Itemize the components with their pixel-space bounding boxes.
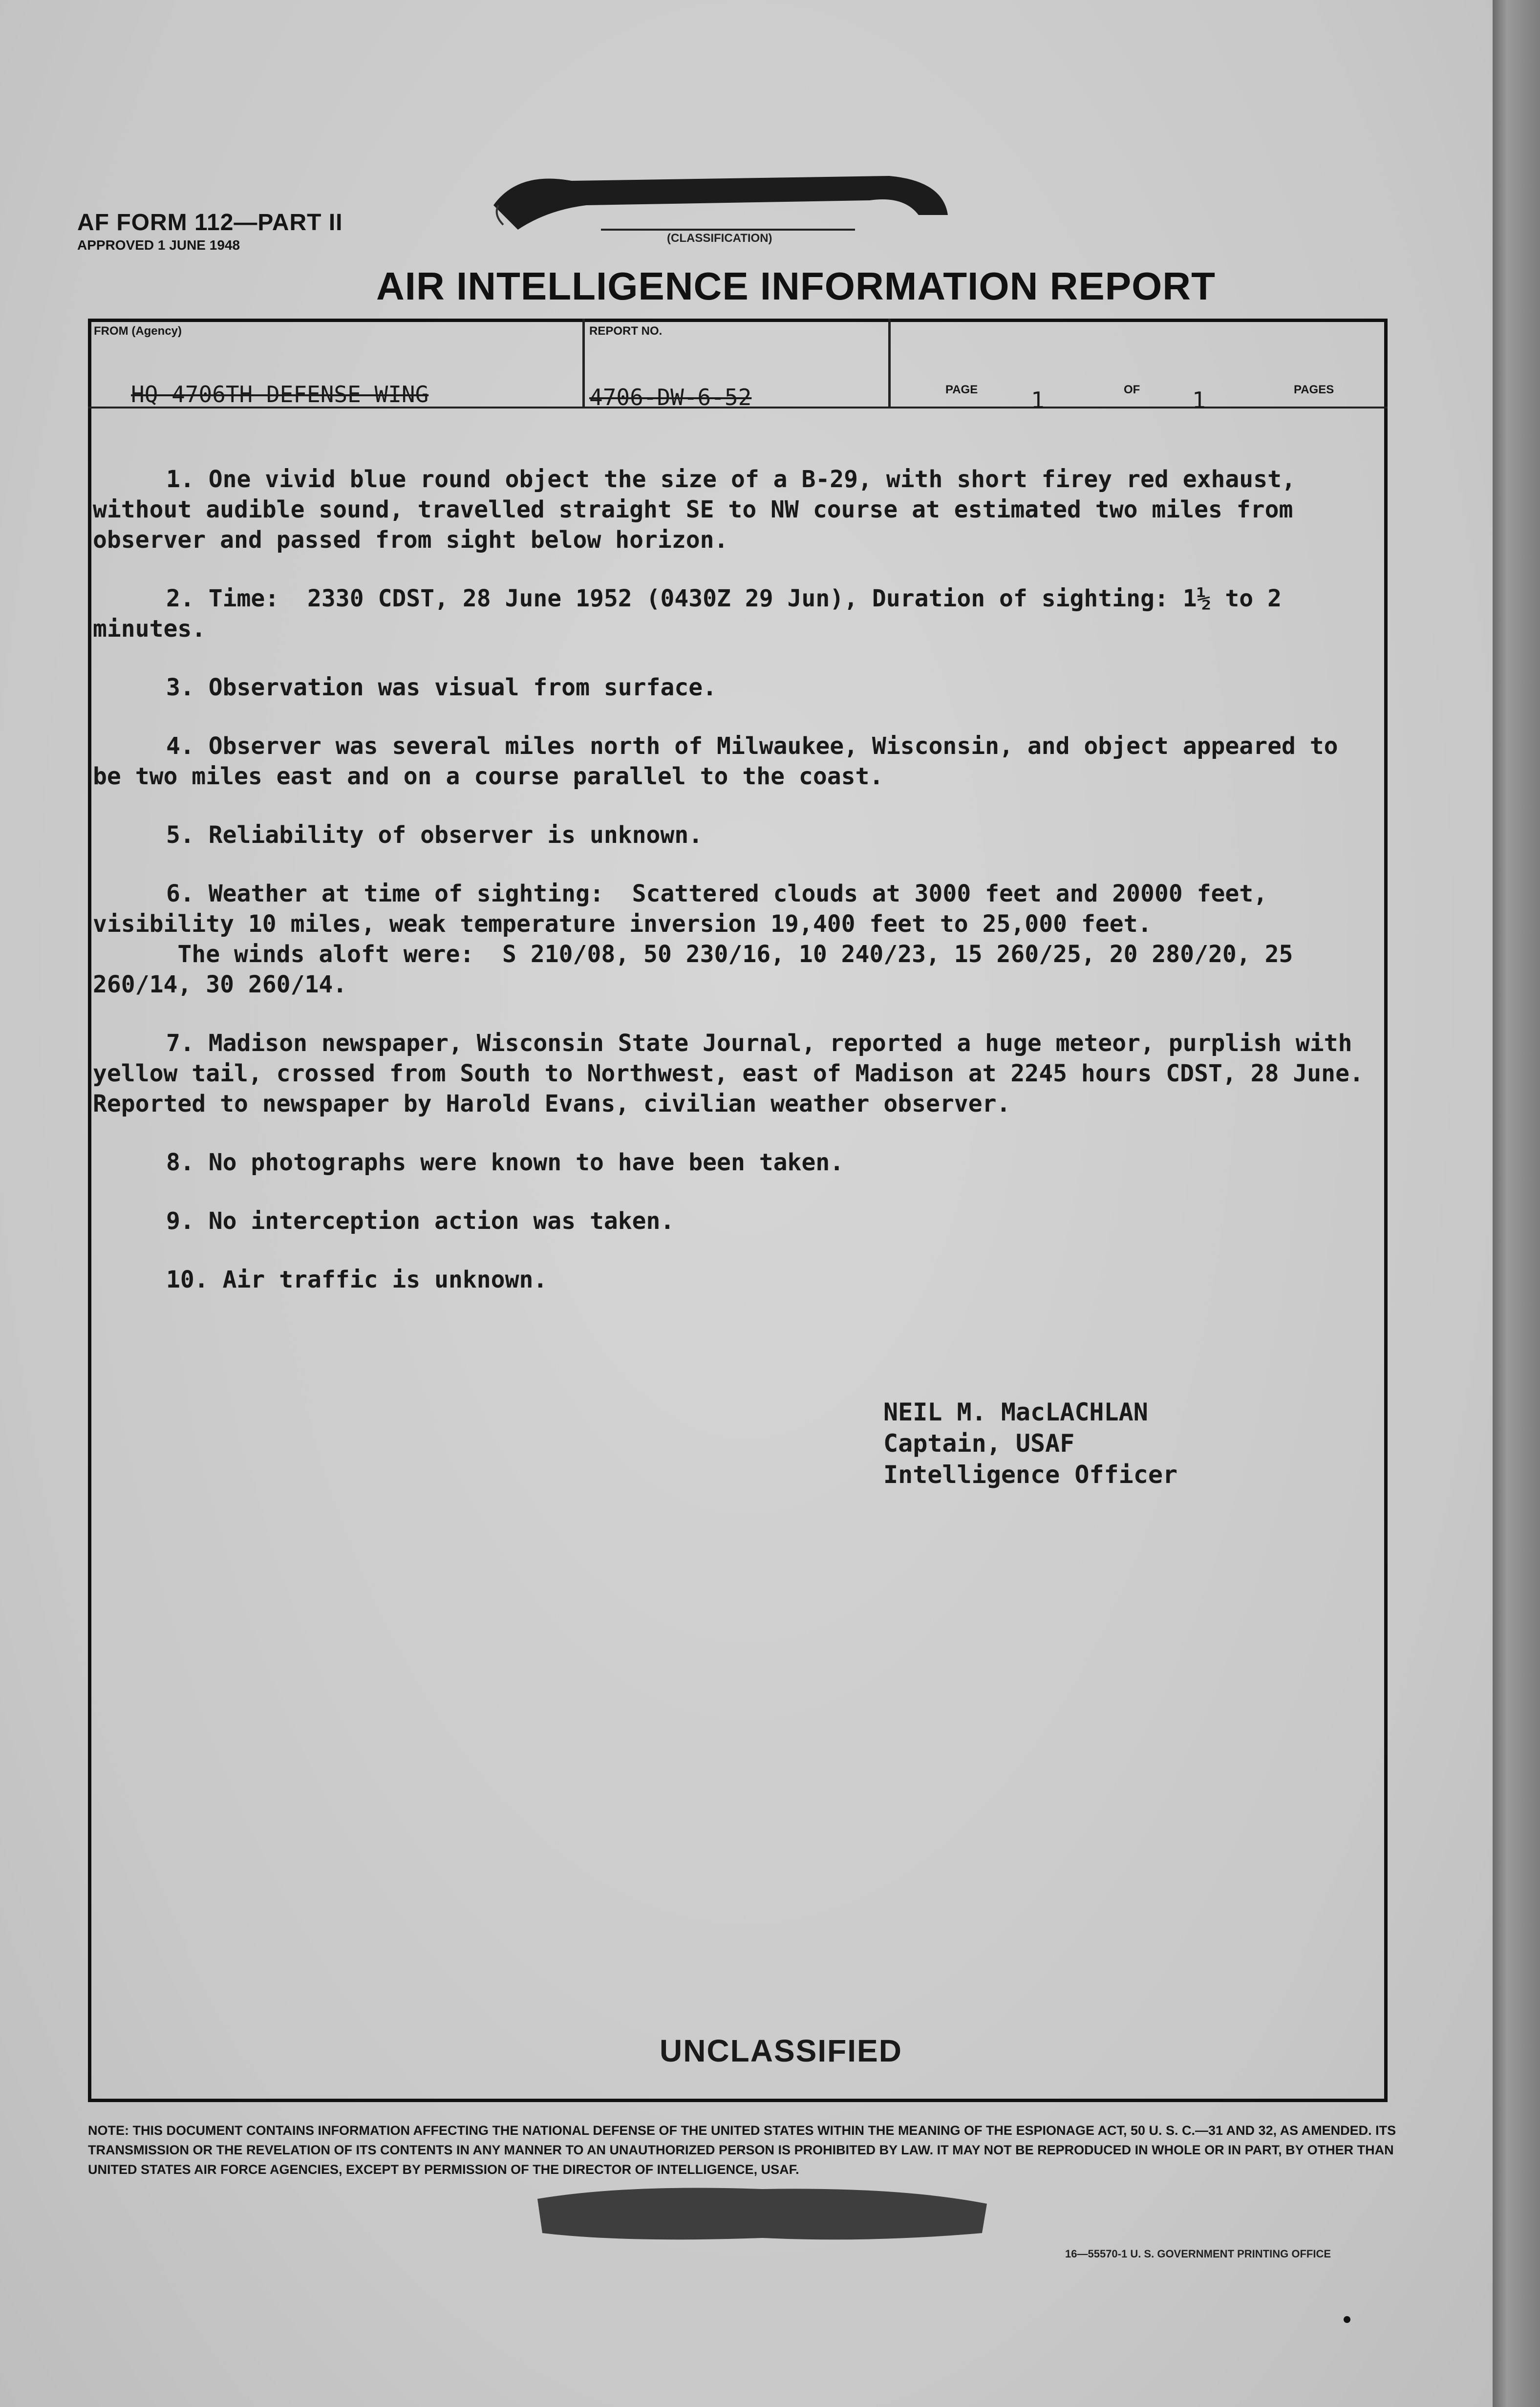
report-no-value: 4706-DW-6-52: [589, 384, 752, 410]
header-col-divider-2: [888, 319, 891, 408]
paragraph-9: 9. No interception action was taken.: [166, 1207, 675, 1235]
classification-underline: [601, 229, 855, 231]
from-value: HQ 4706TH DEFENSE WING: [131, 381, 429, 408]
paragraph-10: 10. Air traffic is unknown.: [166, 1266, 548, 1293]
of-value: 1: [1192, 387, 1206, 413]
form-approved-date: APPROVED 1 JUNE 1948: [77, 237, 240, 253]
printing-office-line: 16—55570-1 U. S. GOVERNMENT PRINTING OFFICE: [1065, 2248, 1331, 2260]
pages-label: PAGES: [1294, 383, 1334, 396]
legal-note: NOTE: THIS DOCUMENT CONTAINS INFORMATION AFFECTING THE NATIONAL DEFENSE OF THE UNITED STATES WITHIN THE MEANING OF THE ESPIONAGE ACT, 50 U. S. C.—31 AND 32, AS AMENDED. ITS TRANSMISSION OR THE REVELATION OF ITS CONTENTS IN ANY MANNER TO AN UNAUTHORIZED PERSON IS PROHIBITED BY LAW. IT MAY NOT BE REPRODUCED IN WHOLE OR IN PART, BY OTHER THAN UNITED STATES AIR FORCE AGENCIES, EXCEPT BY PERMISSION OF THE DIRECTOR OF INTELLIGENCE, USAF.: [88, 2123, 1396, 2177]
of-label: OF: [1124, 383, 1140, 396]
scan-edge: [1493, 0, 1540, 2407]
paragraph-7: 7. Madison newspaper, Wisconsin State Journal, reported a huge meteor, purplish with yellow tail, crossed from South to Northwest, east of Madison at 2245 hours CDST, 28 June. Reported to newspaper by Harold Evans, civilian weather observer.: [93, 1030, 1392, 1118]
classification-label: (CLASSIFICATION): [667, 232, 772, 245]
signer-title: Intelligence Officer: [883, 1461, 1178, 1489]
redacted-stamp-bottom: [528, 2179, 997, 2248]
signer-name: NEIL M. MacLACHLAN: [883, 1398, 1148, 1426]
page-label: PAGE: [945, 383, 978, 396]
paragraph-8: 8. No photographs were known to have been taken.: [166, 1149, 844, 1176]
signature-block: [883, 1397, 1177, 1490]
paragraph-6: 6. Weather at time of sighting: Scattered clouds at 3000 feet and 20000 feet, visibility 10 miles, weak temperature inversion 19,400 feet to 25,000 feet. The winds aloft were: S 210/08, 50 230/16, 10 240/23, 15 260/25, 20 280/20, 25 260/14, 30 260/14.: [93, 880, 1293, 998]
classification-footer: UNCLASSIFIED: [660, 2033, 902, 2068]
page-value: 1: [1031, 387, 1045, 413]
paragraph-5: 5. Reliability of observer is unknown.: [166, 821, 703, 849]
report-body: [93, 464, 1392, 1323]
report-no-label: REPORT NO.: [589, 324, 663, 338]
from-label: FROM (Agency): [94, 324, 182, 338]
header-col-divider-1: [582, 319, 585, 408]
punch-mark: [1344, 2316, 1350, 2323]
redacted-stamp-top: [489, 161, 953, 239]
paragraph-4: 4. Observer was several miles north of Milwaukee, Wisconsin, and object appeared to be two miles east and on a course parallel to the coast.: [93, 732, 1352, 790]
paragraph-1: 1. One vivid blue round object the size of a B-29, with short firey red exhaust, without audible sound, travelled straight SE to NW course at estimated two miles from observer and passed from sight below horizon.: [93, 466, 1310, 554]
form-id: AF FORM 112—PART II: [77, 210, 343, 236]
paragraph-2: 2. Time: 2330 CDST, 28 June 1952 (0430Z 29 Jun), Duration of sighting: 1½ to 2 minutes.: [93, 585, 1296, 643]
paragraph-3: 3. Observation was visual from surface.: [166, 674, 717, 701]
report-title: AIR INTELLIGENCE INFORMATION REPORT: [376, 264, 1216, 308]
signer-rank: Captain, USAF: [883, 1429, 1075, 1458]
